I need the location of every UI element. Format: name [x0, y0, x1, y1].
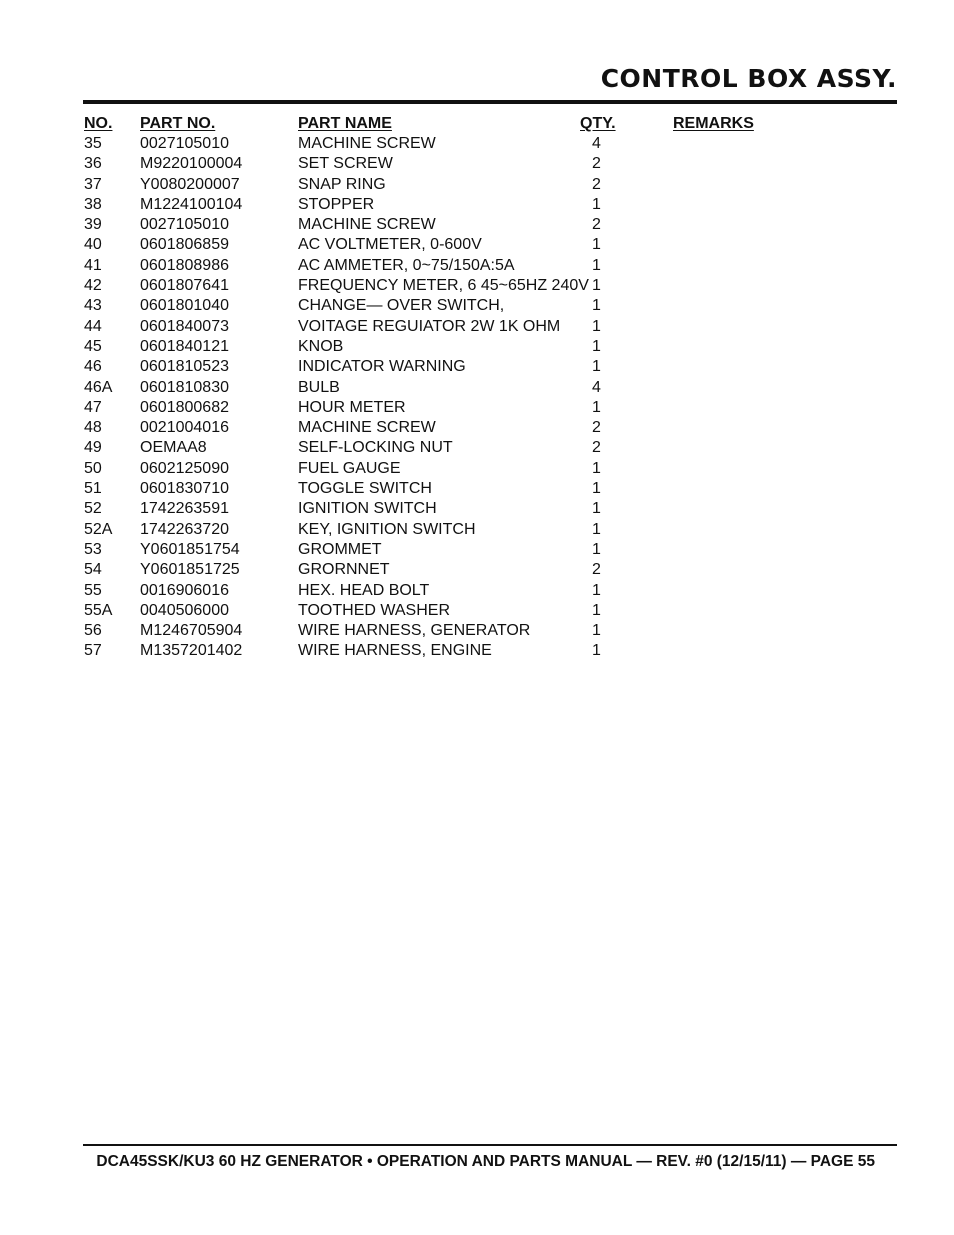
cell-no: 47: [84, 398, 102, 416]
cell-no: 36: [84, 155, 102, 173]
cell-part-no: M1246705904: [140, 622, 243, 640]
table-row: [84, 378, 897, 398]
table-row: [84, 154, 897, 174]
cell-qty: 1: [592, 277, 601, 295]
cell-part-name: KEY, IGNITION SWITCH: [298, 520, 476, 538]
cell-part-name: WIRE HARNESS, GENERATOR: [298, 622, 531, 640]
cell-no: 49: [84, 439, 102, 457]
cell-part-name: IGNITION SWITCH: [298, 500, 437, 518]
page-footer: DCA45SSK/KU3 60 HZ GENERATOR • OPERATION AND PARTS MANUAL — REV. #0 (12/15/11) — PAGE 55: [96, 1153, 875, 1170]
table-row: [84, 459, 897, 479]
table-row: [84, 438, 897, 458]
cell-no: 57: [84, 642, 102, 660]
cell-qty: 2: [592, 216, 601, 234]
cell-no: 52: [84, 500, 102, 518]
cell-part-no: 0601800682: [140, 398, 229, 416]
cell-no: 43: [84, 297, 102, 315]
cell-part-no: M1224100104: [140, 195, 243, 213]
cell-part-no: 0040506000: [140, 601, 229, 619]
cell-qty: 1: [592, 540, 601, 558]
cell-part-name: SET SCREW: [298, 155, 393, 173]
cell-no: 35: [84, 135, 102, 152]
cell-part-name: FREQUENCY METER, 6 45~65HZ 240V: [298, 277, 589, 295]
cell-part-no: 0601808986: [140, 256, 229, 274]
cell-qty: 1: [592, 500, 601, 518]
table-row: [84, 337, 897, 357]
cell-part-no: 1742263591: [140, 500, 229, 518]
cell-qty: 2: [592, 175, 601, 193]
cell-qty: 1: [592, 642, 601, 660]
cell-part-name: MACHINE SCREW: [298, 419, 436, 437]
cell-part-name: HEX. HEAD BOLT: [298, 581, 430, 599]
column-header-no: NO.: [84, 115, 113, 132]
cell-part-no: 1742263720: [140, 520, 229, 538]
cell-no: 46A: [84, 378, 113, 396]
table-row: [84, 398, 897, 418]
table-row: [84, 641, 897, 661]
table-row: [84, 296, 897, 316]
cell-part-name: GRORNNET: [298, 561, 390, 579]
column-header-part-no: PART NO.: [140, 115, 216, 132]
cell-part-name: KNOB: [298, 337, 344, 355]
cell-part-name: CHANGE— OVER SWITCH,: [298, 297, 505, 315]
cell-qty: 1: [592, 398, 601, 416]
title-divider: [83, 100, 897, 104]
table-row: [84, 560, 897, 580]
cell-part-name: AC VOLTMETER, 0-600V: [298, 236, 482, 254]
cell-no: 37: [84, 175, 102, 193]
cell-qty: 1: [592, 358, 601, 376]
cell-qty: 1: [592, 256, 601, 274]
table-row: [84, 134, 897, 154]
cell-part-no: OEMAA8: [140, 439, 207, 457]
cell-part-no: 0016906016: [140, 581, 229, 599]
table-row: [84, 235, 897, 255]
table-row: [84, 195, 897, 215]
cell-part-no: 0601801040: [140, 297, 229, 315]
table-row: [84, 276, 897, 296]
column-header-qty: QTY.: [580, 115, 616, 132]
cell-no: 55: [84, 581, 102, 599]
table-row: [84, 601, 897, 621]
cell-no: 55A: [84, 601, 113, 619]
cell-part-no: 0021004016: [140, 419, 229, 437]
table-row: [84, 479, 897, 499]
column-header-part-name: PART NAME: [298, 115, 392, 132]
table-row: [84, 256, 897, 276]
cell-qty: 1: [592, 480, 601, 498]
cell-part-name: SNAP RING: [298, 175, 386, 193]
cell-qty: 1: [592, 297, 601, 315]
table-header: [84, 114, 897, 134]
cell-part-name: MACHINE SCREW: [298, 216, 436, 234]
cell-qty: 2: [592, 561, 601, 579]
cell-part-name: INDICATOR WARNING: [298, 358, 466, 376]
cell-qty: 2: [592, 419, 601, 437]
parts-table: [84, 114, 897, 662]
cell-part-no: M1357201402: [140, 642, 243, 660]
cell-qty: 1: [592, 195, 601, 213]
table-row: [84, 499, 897, 519]
cell-no: 53: [84, 540, 102, 558]
table-row: [84, 357, 897, 377]
page-title: CONTROL BOX ASSY.: [600, 64, 897, 93]
table-body: [84, 134, 897, 662]
cell-part-name: SELF-LOCKING NUT: [298, 439, 453, 457]
cell-part-name: WIRE HARNESS, ENGINE: [298, 642, 492, 660]
table-row: [84, 418, 897, 438]
cell-qty: 1: [592, 581, 601, 599]
cell-qty: 1: [592, 520, 601, 538]
cell-no: 50: [84, 459, 102, 477]
cell-no: 51: [84, 480, 102, 498]
cell-qty: 1: [592, 622, 601, 640]
table-row: [84, 581, 897, 601]
table-row: [84, 175, 897, 195]
cell-no: 56: [84, 622, 102, 640]
cell-qty: 4: [592, 135, 601, 152]
cell-no: 40: [84, 236, 102, 254]
cell-no: 44: [84, 317, 102, 335]
cell-qty: 2: [592, 439, 601, 457]
cell-part-no: 0601830710: [140, 480, 229, 498]
cell-part-no: Y0080200007: [140, 175, 240, 193]
cell-qty: 4: [592, 378, 601, 396]
cell-part-no: M9220100004: [140, 155, 243, 173]
cell-part-no: Y0601851725: [140, 561, 240, 579]
cell-qty: 2: [592, 155, 601, 173]
cell-part-name: AC AMMETER, 0~75/150A:5A: [298, 256, 515, 274]
table-row: [84, 520, 897, 540]
cell-no: 42: [84, 277, 102, 295]
cell-no: 48: [84, 419, 102, 437]
cell-part-name: BULB: [298, 378, 340, 396]
cell-qty: 1: [592, 459, 601, 477]
cell-part-no: 0601810523: [140, 358, 229, 376]
cell-part-name: STOPPER: [298, 195, 375, 213]
cell-no: 39: [84, 216, 102, 234]
table-row: [84, 540, 897, 560]
cell-part-no: 0601840121: [140, 337, 229, 355]
cell-no: 46: [84, 358, 102, 376]
cell-part-no: 0601810830: [140, 378, 229, 396]
footer-divider: [83, 1144, 897, 1146]
cell-part-name: HOUR METER: [298, 398, 406, 416]
cell-part-name: FUEL GAUGE: [298, 459, 401, 477]
column-header-remarks: REMARKS: [673, 115, 754, 132]
cell-part-no: 0602125090: [140, 459, 229, 477]
table-row: [84, 317, 897, 337]
cell-part-name: TOOTHED WASHER: [298, 601, 451, 619]
cell-qty: 1: [592, 317, 601, 335]
cell-part-name: MACHINE SCREW: [298, 135, 436, 152]
cell-no: 41: [84, 256, 102, 274]
cell-no: 45: [84, 337, 102, 355]
cell-qty: 1: [592, 337, 601, 355]
cell-no: 38: [84, 195, 102, 213]
cell-part-name: VOITAGE REGUIATOR 2W 1K OHM: [298, 317, 561, 335]
cell-qty: 1: [592, 236, 601, 254]
cell-part-no: 0601840073: [140, 317, 229, 335]
cell-part-name: GROMMET: [298, 540, 382, 558]
table-row: [84, 621, 897, 641]
table-row: [84, 215, 897, 235]
cell-part-no: Y0601851754: [140, 540, 240, 558]
cell-part-no: 0601806859: [140, 236, 229, 254]
cell-part-no: 0027105010: [140, 216, 229, 234]
cell-part-name: TOGGLE SWITCH: [298, 480, 432, 498]
cell-no: 54: [84, 561, 102, 579]
cell-qty: 1: [592, 601, 601, 619]
cell-part-no: 0601807641: [140, 277, 229, 295]
cell-no: 52A: [84, 520, 113, 538]
cell-part-no: 0027105010: [140, 135, 229, 152]
